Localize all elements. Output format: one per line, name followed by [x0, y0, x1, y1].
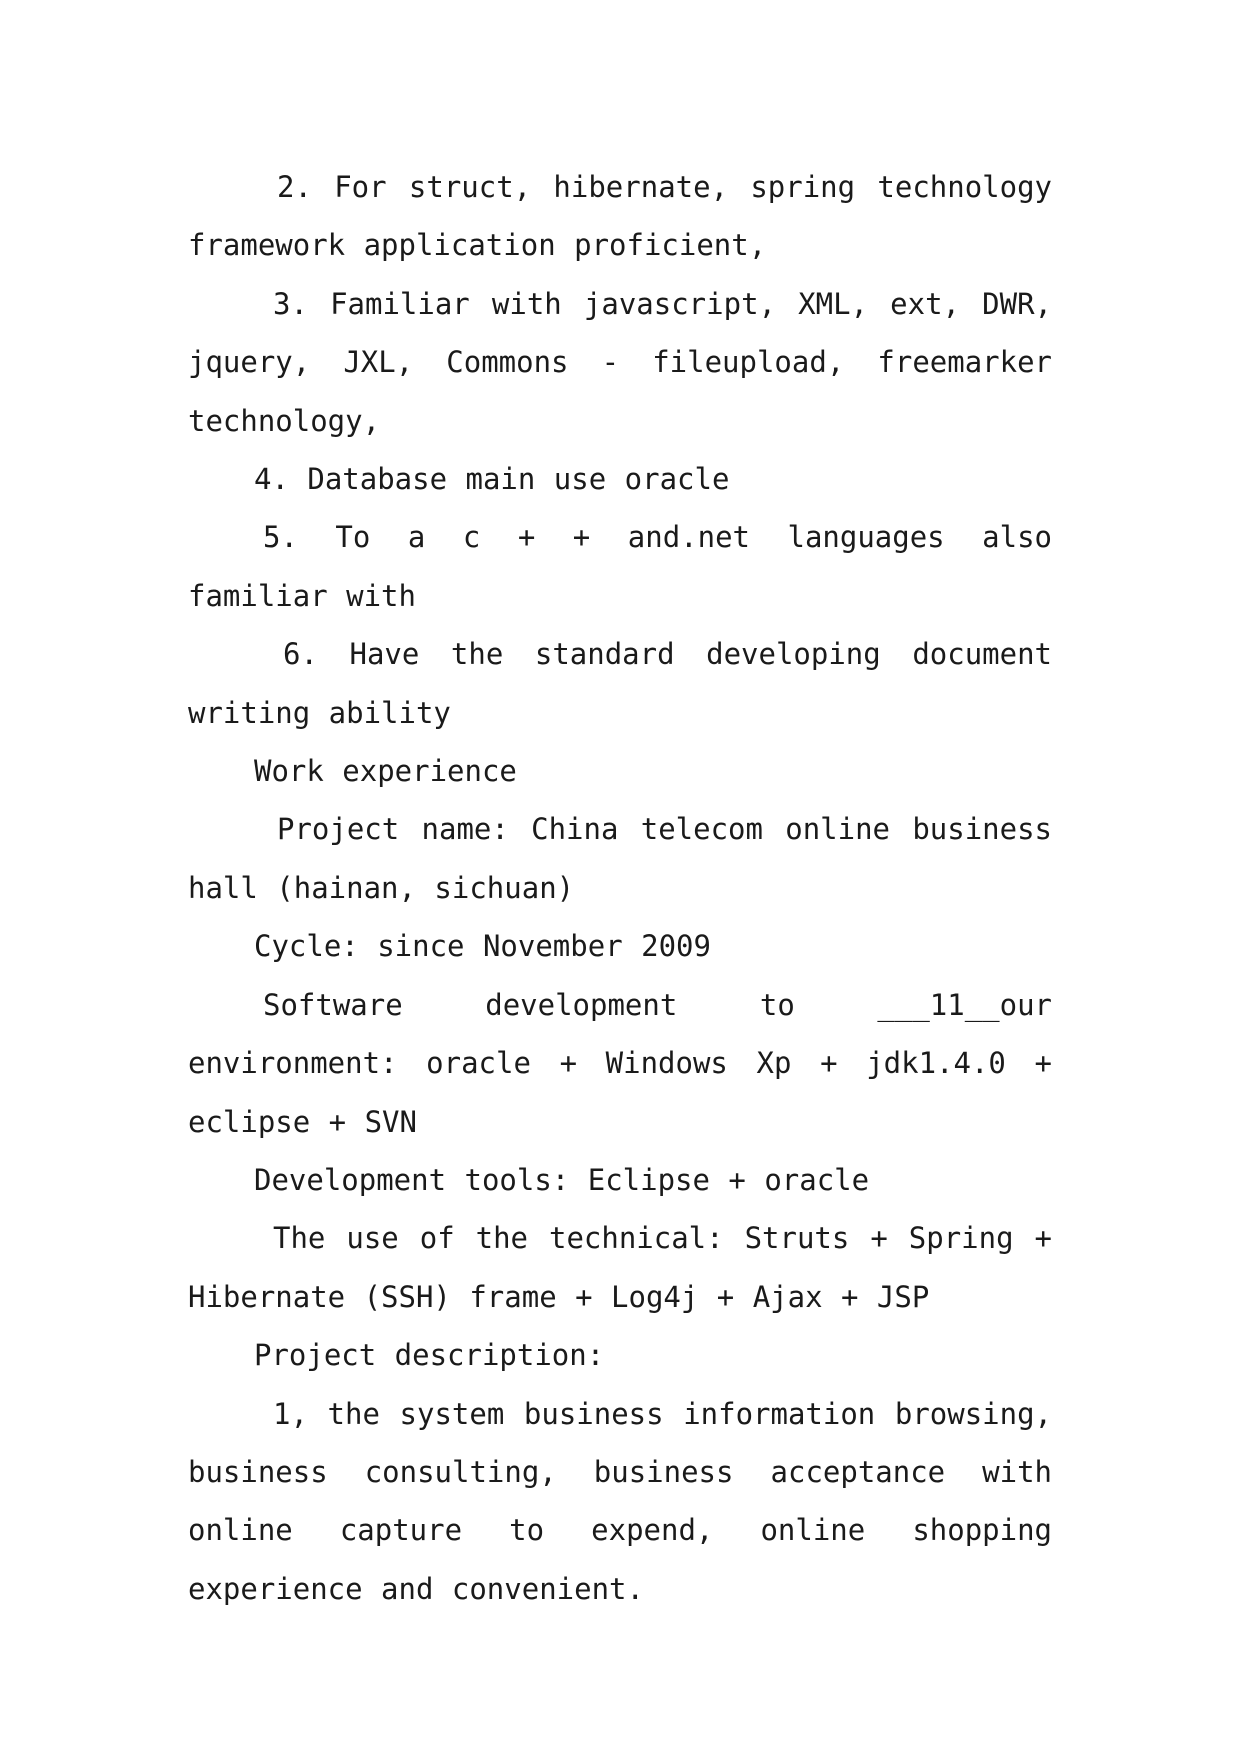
paragraph-skill-6: 6. Have the standard developing document writing ability: [188, 637, 1052, 730]
section-heading-work-experience: Work experience: [254, 754, 517, 789]
paragraph-project-description-1: 1, the system business information browsing, business consulting, business acceptance with online capture to expend, online shopping experience and convenient.: [188, 1396, 1052, 1606]
paragraph-skill-5: 5. To a c + + and.net languages also familiar with: [188, 520, 1052, 613]
paragraph-skill-3: 3. Familiar with javascript, XML, ext, DWR, jquery, JXL, Commons - fileupload, freemarker technology,: [188, 286, 1052, 438]
paragraph-development-tools: Development tools: Eclipse + oracle: [254, 1162, 870, 1197]
paragraph-cycle: Cycle: since November 2009: [254, 929, 711, 964]
paragraph-technical: The use of the technical: Struts + Spring + Hibernate (SSH) frame + Log4j + Ajax + JSP: [188, 1221, 1052, 1314]
paragraph-environment: Software development to ___11__our environment: oracle + Windows Xp + jdk1.4.0 + eclipse + SVN: [188, 987, 1052, 1139]
paragraph-project-description-label: Project description:: [254, 1338, 605, 1373]
paragraph-skill-2: 2. For struct, hibernate, spring technology framework application proficient,: [188, 170, 1052, 263]
paragraph-skill-4: 4. Database main use oracle: [254, 462, 730, 497]
paragraph-project-name: Project name: China telecom online business hall (hainan, sichuan): [188, 812, 1052, 905]
document-body: [188, 158, 1052, 1618]
